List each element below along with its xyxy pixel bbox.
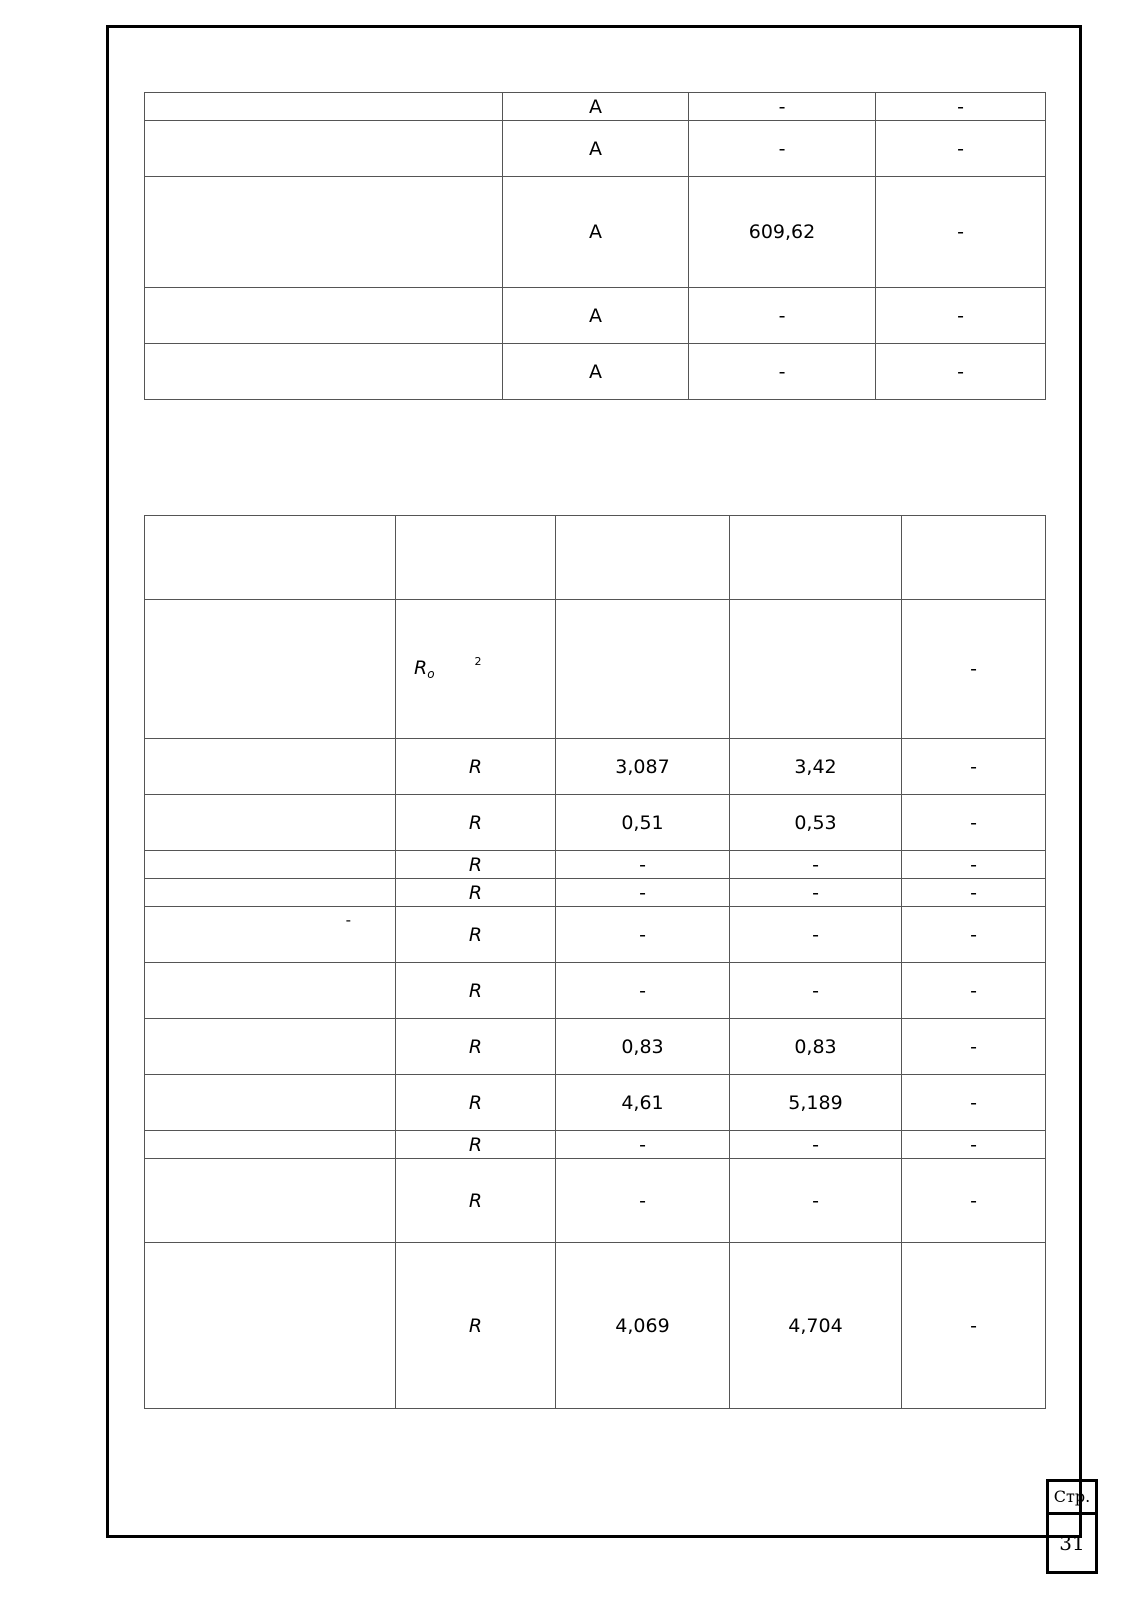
row-label-cell: [145, 177, 503, 288]
table-row: [145, 739, 1046, 795]
row-label-cell: [145, 344, 503, 400]
extra-cell: -: [902, 1159, 1046, 1243]
value-cell: -: [556, 963, 730, 1019]
extra-cell: -: [902, 795, 1046, 851]
row-label-cell: [145, 795, 396, 851]
header-cell: [730, 516, 902, 600]
extra-cell: -: [902, 600, 1046, 739]
value-cell: 3,42: [730, 739, 902, 795]
unit-cell: А: [503, 344, 689, 400]
value-cell: 0,51: [556, 795, 730, 851]
header-cell: [902, 516, 1046, 600]
table-row: [145, 1075, 1046, 1131]
unit-cell: А: [503, 93, 689, 121]
value-cell: -: [730, 879, 902, 907]
table-row: [145, 1019, 1046, 1075]
extra-cell: -: [876, 177, 1046, 288]
row-label-cell: [145, 1019, 396, 1075]
value-cell: -: [730, 907, 902, 963]
extra-cell: -: [876, 288, 1046, 344]
symbol-cell: R: [396, 739, 556, 795]
symbol-cell: R: [396, 963, 556, 1019]
row-label-cell: [145, 600, 396, 739]
header-cell: [556, 516, 730, 600]
extra-cell: -: [876, 93, 1046, 121]
table-row: [145, 795, 1046, 851]
unit-cell: А: [503, 177, 689, 288]
table-row: [145, 121, 1046, 177]
extra-cell: -: [902, 1075, 1046, 1131]
row-note: -: [345, 911, 351, 929]
value-cell: 4,704: [730, 1243, 902, 1409]
symbol-cell: R: [396, 1075, 556, 1131]
extra-cell: -: [902, 851, 1046, 879]
header-cell: [145, 516, 396, 600]
row-label-cell: [145, 1131, 396, 1159]
page-stamp: [1046, 1479, 1098, 1574]
table-row: [145, 1243, 1046, 1409]
value-cell: -: [689, 121, 876, 177]
unit-cell: А: [503, 288, 689, 344]
table-row: [145, 1131, 1046, 1159]
extra-cell: -: [876, 121, 1046, 177]
unit-cell: А: [503, 121, 689, 177]
symbol-cell: R: [396, 907, 556, 963]
symbol-ro: R: [414, 657, 428, 679]
value-cell: -: [730, 1131, 902, 1159]
row-label-cell: [145, 879, 396, 907]
value-cell: [730, 600, 902, 739]
value-cell: -: [730, 1159, 902, 1243]
extra-cell: -: [902, 879, 1046, 907]
header-cell: [396, 516, 556, 600]
extra-cell: -: [902, 963, 1046, 1019]
extra-cell: -: [876, 344, 1046, 400]
table-row: [145, 288, 1046, 344]
row-label-cell: [145, 1243, 396, 1409]
table-row: [145, 93, 1046, 121]
resistance-table: [144, 515, 1046, 1409]
value-cell: 4,069: [556, 1243, 730, 1409]
value-cell: 0,83: [556, 1019, 730, 1075]
row-label-cell: [145, 963, 396, 1019]
table-row: [145, 177, 1046, 288]
extra-cell: -: [902, 907, 1046, 963]
value-cell: -: [730, 963, 902, 1019]
symbol-cell: [396, 600, 556, 739]
value-cell: -: [556, 851, 730, 879]
symbol-cell: R: [396, 1131, 556, 1159]
value-cell: -: [556, 1159, 730, 1243]
table-row: [145, 963, 1046, 1019]
value-cell: -: [730, 851, 902, 879]
symbol-cell: R: [396, 1159, 556, 1243]
page-number: 31: [1059, 1531, 1085, 1555]
value-cell: -: [689, 344, 876, 400]
symbol-cell: R: [396, 879, 556, 907]
row-label-cell: [145, 1075, 396, 1131]
table-row: [145, 879, 1046, 907]
row-label-cell: [145, 739, 396, 795]
extra-cell: -: [902, 1243, 1046, 1409]
table-row: [145, 851, 1046, 879]
current-table: [144, 92, 1046, 400]
page-label: Стр.: [1049, 1482, 1095, 1515]
extra-cell: -: [902, 739, 1046, 795]
value-cell: -: [689, 93, 876, 121]
row-label-cell: [145, 288, 503, 344]
symbol-superscript: 2: [474, 655, 482, 668]
extra-cell: -: [902, 1131, 1046, 1159]
value-cell: [556, 600, 730, 739]
table-row: [145, 907, 1046, 963]
value-cell: 0,83: [730, 1019, 902, 1075]
symbol-cell: R: [396, 851, 556, 879]
symbol-cell: R: [396, 1243, 556, 1409]
value-cell: 5,189: [730, 1075, 902, 1131]
row-label-cell: [145, 907, 396, 963]
table-row: [145, 344, 1046, 400]
value-cell: 4,61: [556, 1075, 730, 1131]
table-row: [145, 600, 1046, 739]
value-cell: -: [556, 1131, 730, 1159]
symbol-cell: R: [396, 1019, 556, 1075]
value-cell: -: [689, 288, 876, 344]
row-label-cell: [145, 851, 396, 879]
value-cell: -: [556, 879, 730, 907]
header-row: [145, 516, 1046, 600]
value-cell: 609,62: [689, 177, 876, 288]
value-cell: 3,087: [556, 739, 730, 795]
row-label-cell: [145, 1159, 396, 1243]
row-label-cell: [145, 93, 503, 121]
symbol-cell: R: [396, 795, 556, 851]
value-cell: 0,53: [730, 795, 902, 851]
row-label-cell: [145, 121, 503, 177]
value-cell: -: [556, 907, 730, 963]
extra-cell: -: [902, 1019, 1046, 1075]
symbol-subscript: o: [427, 667, 435, 681]
table-row: [145, 1159, 1046, 1243]
